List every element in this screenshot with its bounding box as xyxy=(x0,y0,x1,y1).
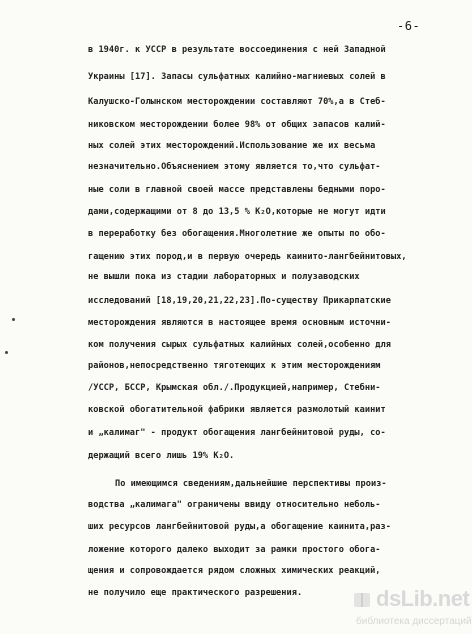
text-line: не получило еще практического разрешения. xyxy=(88,588,303,598)
text-line: исследований [18,19,20,21,22,23].По-существу Прикарпатские xyxy=(88,296,391,306)
text-line: ших ресурсов лангбейнитовой руды,а обогащение каинита,раз- xyxy=(88,522,391,532)
watermark-name: dsLib.net xyxy=(376,586,470,611)
text-line: не вышли пока из стадии лабораторных и полузаводских xyxy=(88,272,360,282)
margin-mark xyxy=(5,351,8,354)
watermark-logo xyxy=(352,584,472,632)
text-line: районов,непосредственно тяготеющих к этим месторождениям xyxy=(88,361,381,371)
text-line: щения и сопровождается рядом сложных химических реакций, xyxy=(88,566,381,576)
text-line: По имеющимся сведениям,дальнейшие перспективы произ- xyxy=(115,479,387,489)
book-icon xyxy=(352,590,372,610)
text-line: Украины [17]. Запасы сульфатных калийно-магниевых солей в xyxy=(88,72,386,82)
margin-mark xyxy=(12,318,15,321)
text-line: ные соли в главной своей массе представлены бедными поро- xyxy=(88,185,386,195)
text-line: Калушско-Голынском месторождении составляют 70%,а в Стеб- xyxy=(88,97,386,107)
text-line: ком получения сырых сульфатных калийных солей,особенно для xyxy=(88,340,391,350)
text-line: водства „калимага" ограничены ввиду относительно неболь- xyxy=(88,500,381,510)
watermark-subtitle: библиотека диссертаций xyxy=(356,616,472,627)
text-line: в переработку без обогащения.Многолетние же опыты по обо- xyxy=(88,229,386,239)
text-line: /УССР, БССР, Крымская обл./.Продукцией,например, Стебни- xyxy=(88,383,381,393)
text-line: незначительно.Объяснением этому является то,что сульфат- xyxy=(88,162,381,172)
text-line: держащий всего лишь 19% K₂O. xyxy=(88,451,235,461)
text-line: и „калимаг" - продукт обогащения лангбейнитовой руды, со- xyxy=(88,428,386,438)
page-number: -6- xyxy=(397,19,421,33)
text-line: никовском месторождении более 98% от общих запасов калий- xyxy=(88,120,386,130)
text-line: месторождения являются в настоящее время основным источни- xyxy=(88,318,391,328)
text-line: в 1940г. к УССР в результате воссоединения с ней Западной xyxy=(88,45,386,55)
text-line: гащению этих пород,и в первую очередь каинито-лангбейнитовых, xyxy=(88,252,407,262)
text-line: дами,содержащими от 8 до 13,5 % K₂O,которые не могут идти xyxy=(88,207,386,217)
text-line: ковской обогатительной фабрики является размолотый каинит xyxy=(88,405,386,415)
text-line: ных солей этих месторождений.Использование же их весьма xyxy=(88,141,376,151)
text-line: ложение которого далеко выходит за рамки простого обога- xyxy=(88,545,381,555)
